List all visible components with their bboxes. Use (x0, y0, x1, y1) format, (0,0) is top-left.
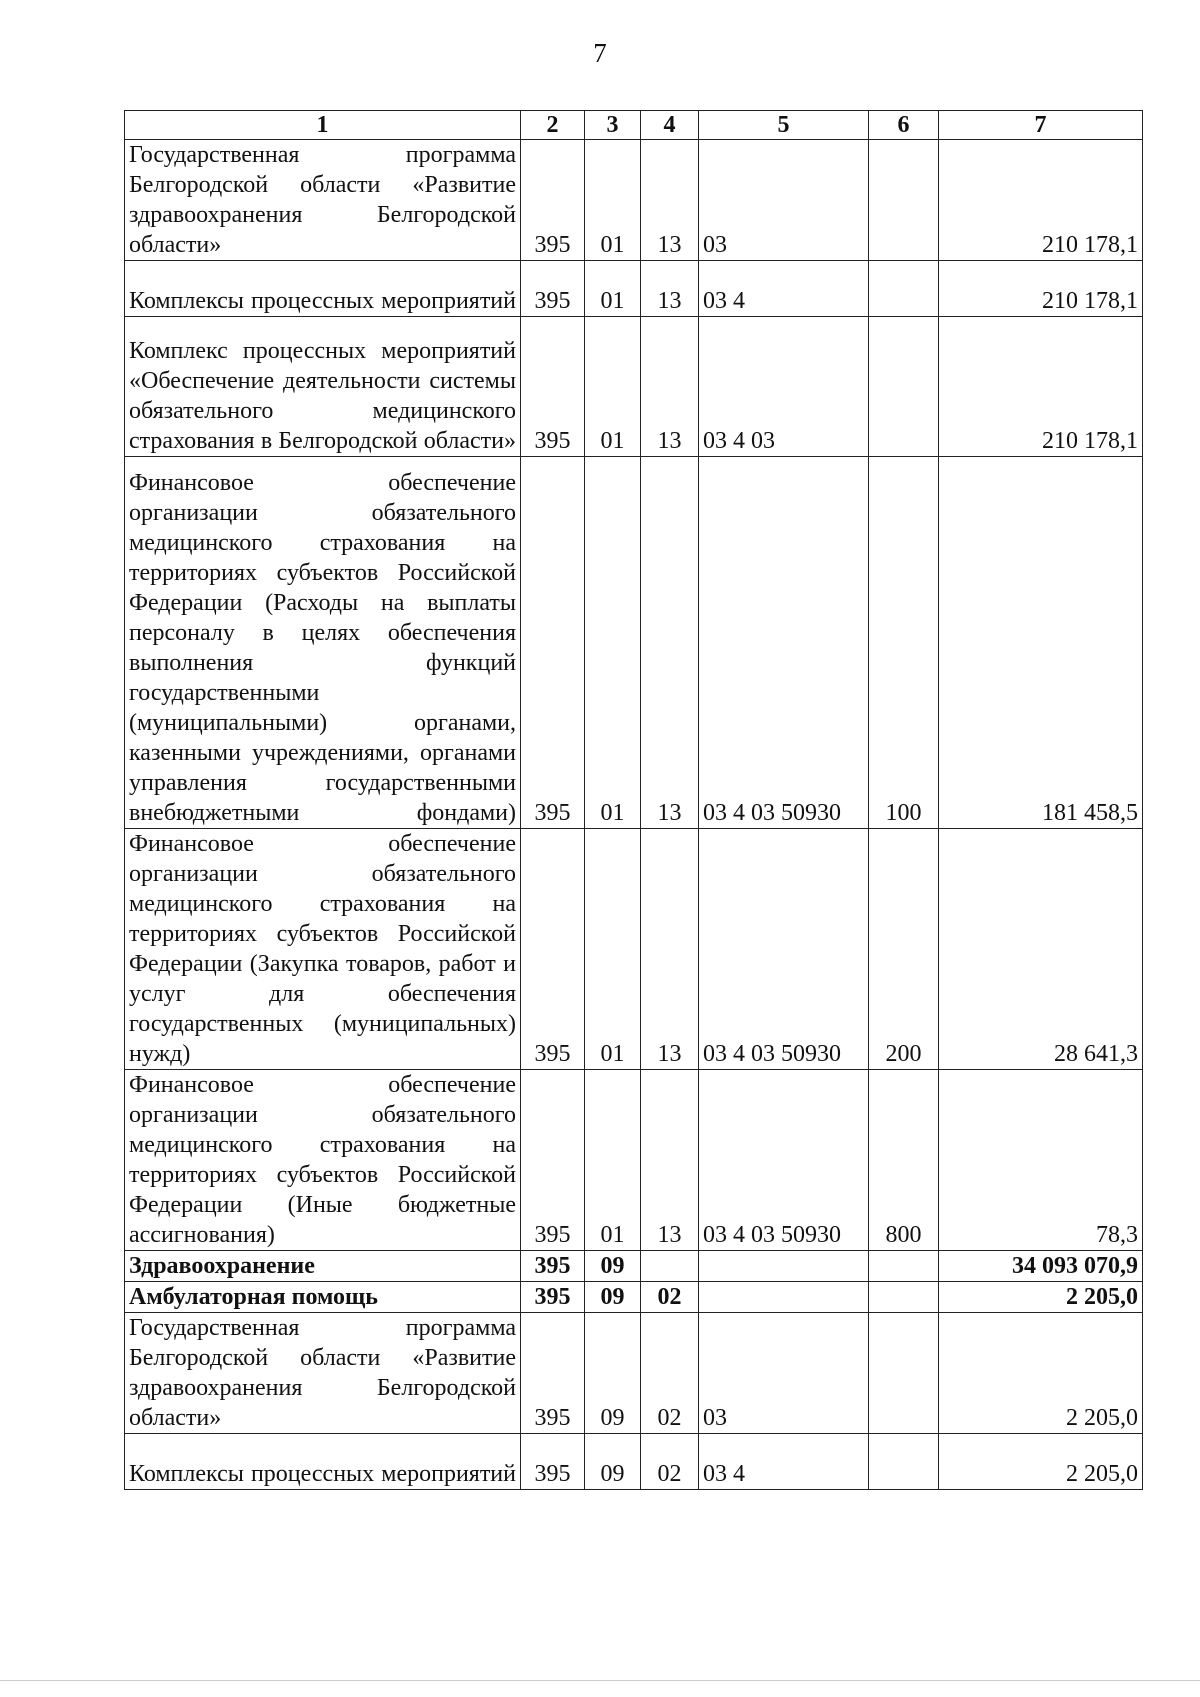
row-description: Комплексы процессных мероприятий (125, 261, 521, 317)
row-code-3: 01 (585, 457, 641, 829)
page-bottom-edge (0, 1680, 1200, 1681)
table-row (125, 1313, 1143, 1434)
row-code-2: 395 (521, 1282, 585, 1313)
row-code-4: 02 (641, 1434, 699, 1490)
row-amount: 2 205,0 (939, 1313, 1143, 1434)
row-code-3: 09 (585, 1434, 641, 1490)
row-amount: 210 178,1 (939, 261, 1143, 317)
row-description: Финансовое обеспечение организации обязательного медицинского страхования на территориях субъектов Российской Федерации (Закупка товаров, работ и услуг для обеспечения государственных (муниципальных) нужд) (125, 829, 521, 1070)
table-row (125, 1434, 1143, 1490)
table-row (125, 317, 1143, 457)
row-amount: 181 458,5 (939, 457, 1143, 829)
row-code-2: 395 (521, 261, 585, 317)
row-code-4: 13 (641, 457, 699, 829)
row-code-2: 395 (521, 457, 585, 829)
row-amount: 28 641,3 (939, 829, 1143, 1070)
row-code-4: 13 (641, 829, 699, 1070)
table-body (125, 140, 1143, 1490)
row-code-5: 03 4 03 50930 (699, 457, 869, 829)
table-row (125, 140, 1143, 261)
row-code-3: 09 (585, 1313, 641, 1434)
row-description: Финансовое обеспечение организации обязательного медицинского страхования на территориях субъектов Российской Федерации (Иные бюджетные ассигнования) (125, 1070, 521, 1251)
row-code-2: 395 (521, 1313, 585, 1434)
row-code-6 (869, 1313, 939, 1434)
row-code-5: 03 4 03 (699, 317, 869, 457)
row-code-4: 13 (641, 1070, 699, 1251)
column-header: 1 (125, 111, 521, 140)
page-number: 7 (593, 38, 607, 68)
row-code-5: 03 4 (699, 1434, 869, 1490)
column-header: 7 (939, 111, 1143, 140)
row-code-5: 03 4 (699, 261, 869, 317)
row-code-2: 395 (521, 1251, 585, 1282)
row-code-6 (869, 140, 939, 261)
budget-table (124, 110, 1143, 1490)
row-code-4: 13 (641, 140, 699, 261)
row-code-6 (869, 1282, 939, 1313)
table-row (125, 1251, 1143, 1282)
row-code-3: 01 (585, 1070, 641, 1251)
row-code-2: 395 (521, 1434, 585, 1490)
row-code-6 (869, 317, 939, 457)
row-code-3: 01 (585, 261, 641, 317)
row-code-3: 01 (585, 829, 641, 1070)
row-code-6 (869, 1251, 939, 1282)
row-code-5: 03 (699, 140, 869, 261)
table-row (125, 1282, 1143, 1313)
row-description: Государственная программа Белгородской области «Развитие здравоохранения Белгородской области» (125, 1313, 521, 1434)
row-code-4 (641, 1251, 699, 1282)
row-code-4: 02 (641, 1282, 699, 1313)
column-header: 4 (641, 111, 699, 140)
row-code-6 (869, 261, 939, 317)
column-header: 6 (869, 111, 939, 140)
row-amount: 210 178,1 (939, 140, 1143, 261)
table-row (125, 261, 1143, 317)
row-code-6: 800 (869, 1070, 939, 1251)
row-code-5: 03 4 03 50930 (699, 1070, 869, 1251)
row-code-3: 01 (585, 140, 641, 261)
row-code-3: 09 (585, 1282, 641, 1313)
row-code-4: 13 (641, 317, 699, 457)
row-description: Государственная программа Белгородской области «Развитие здравоохранения Белгородской области» (125, 140, 521, 261)
row-amount: 2 205,0 (939, 1434, 1143, 1490)
row-description: Финансовое обеспечение организации обязательного медицинского страхования на территориях субъектов Российской Федерации (Расходы на выплаты персоналу в целях обеспечения выполнения функций государственными (муниципальными) органами, казенными учреждениями, органами управления государственными внебюджетными фондами) (125, 457, 521, 829)
row-code-5 (699, 1251, 869, 1282)
table-row (125, 829, 1143, 1070)
row-description: Здравоохранение (125, 1251, 521, 1282)
row-amount: 78,3 (939, 1070, 1143, 1251)
table-header-row (125, 111, 1143, 140)
row-code-6: 100 (869, 457, 939, 829)
row-description: Амбулаторная помощь (125, 1282, 521, 1313)
row-code-6: 200 (869, 829, 939, 1070)
table-row (125, 457, 1143, 829)
row-amount: 210 178,1 (939, 317, 1143, 457)
table-row (125, 1070, 1143, 1251)
row-code-2: 395 (521, 829, 585, 1070)
column-header: 5 (699, 111, 869, 140)
row-code-3: 09 (585, 1251, 641, 1282)
row-description: Комплексы процессных мероприятий (125, 1434, 521, 1490)
row-code-6 (869, 1434, 939, 1490)
row-code-2: 395 (521, 317, 585, 457)
column-header: 2 (521, 111, 585, 140)
row-code-4: 13 (641, 261, 699, 317)
row-code-5 (699, 1282, 869, 1313)
row-code-4: 02 (641, 1313, 699, 1434)
row-code-5: 03 (699, 1313, 869, 1434)
column-header: 3 (585, 111, 641, 140)
row-code-2: 395 (521, 140, 585, 261)
row-amount: 34 093 070,9 (939, 1251, 1143, 1282)
row-description: Комплекс процессных мероприятий «Обеспечение деятельности системы обязательного медицинского страхования в Белгородской области» (125, 317, 521, 457)
row-code-2: 395 (521, 1070, 585, 1251)
row-code-3: 01 (585, 317, 641, 457)
row-amount: 2 205,0 (939, 1282, 1143, 1313)
row-code-5: 03 4 03 50930 (699, 829, 869, 1070)
